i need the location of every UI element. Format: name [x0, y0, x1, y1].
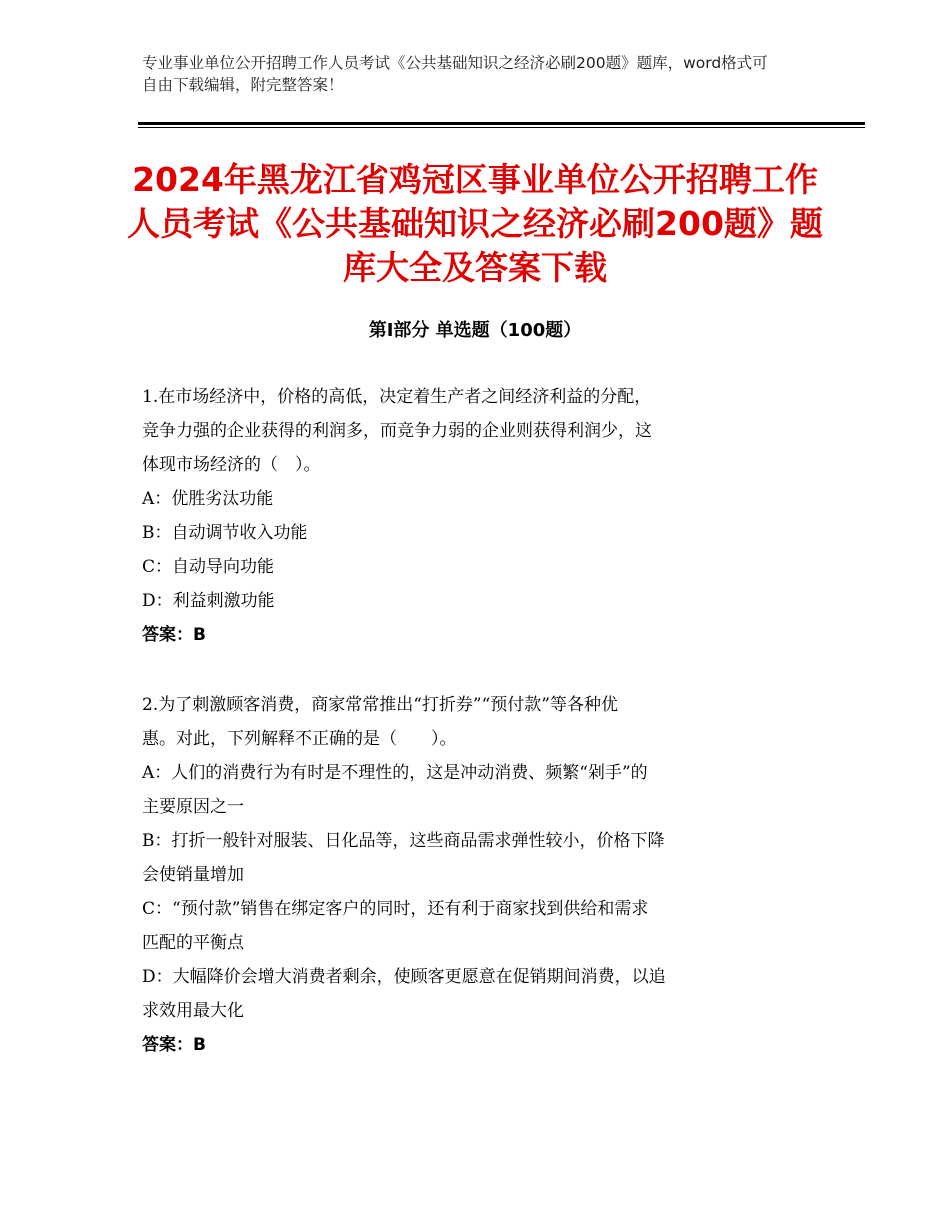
question-stem-line: 体现市场经济的（ ）。	[142, 455, 321, 475]
option-d: D：利益刺激功能	[142, 591, 275, 611]
option-c: C：“预付款”销售在绑定客户的同时，还有利于商家找到供给和需求	[142, 899, 649, 919]
question-1	[142, 380, 812, 652]
section-heading: 第Ⅰ部分 单选题（100题）	[368, 320, 582, 341]
header-divider-thick	[138, 122, 865, 125]
option-a-continued: 主要原因之一	[142, 797, 244, 817]
option-d-continued: 求效用最大化	[142, 1001, 244, 1021]
question-stem-line: 2.为了刺激顾客消费，商家常常推出“打折券”“预付款”等各种优	[142, 695, 618, 715]
document-title: 2024年黑龙江省鸡冠区事业单位公开招聘工作人员考试《公共基础知识之经济必刷200题》题库大全及答案下载	[127, 160, 823, 287]
question-stem-line: 竞争力强的企业获得的利润多，而竞争力弱的企业则获得利润少，这	[142, 421, 652, 441]
option-c-continued: 匹配的平衡点	[142, 933, 244, 953]
header-divider-thin	[138, 127, 865, 128]
option-b: B：打折一般针对服装、日化品等，这些商品需求弹性较小，价格下降	[142, 831, 665, 851]
option-c: C：自动导向功能	[142, 557, 275, 577]
question-stem-line: 1.在市场经济中，价格的高低，决定着生产者之间经济利益的分配，	[142, 387, 652, 407]
header-note: 专业事业单位公开招聘工作人员考试《公共基础知识之经济必刷200题》题库，word格式可自由下载编辑，附完整答案！	[142, 54, 768, 94]
question-stem-line: 惠。对此，下列解释不正确的是（ ）。	[142, 729, 457, 749]
option-a: A：优胜劣汰功能	[142, 489, 274, 509]
option-b-continued: 会使销量增加	[142, 865, 244, 885]
question-2	[142, 688, 812, 1062]
answer-line: 答案：B	[142, 1035, 206, 1055]
option-b: B：自动调节收入功能	[142, 523, 308, 543]
option-a: A：人们的消费行为有时是不理性的，这是冲动消费、频繁“剁手”的	[142, 763, 648, 783]
option-d: D：大幅降价会增大消费者剩余，使顾客更愿意在促销期间消费，以追	[142, 967, 666, 987]
answer-line: 答案：B	[142, 625, 206, 645]
